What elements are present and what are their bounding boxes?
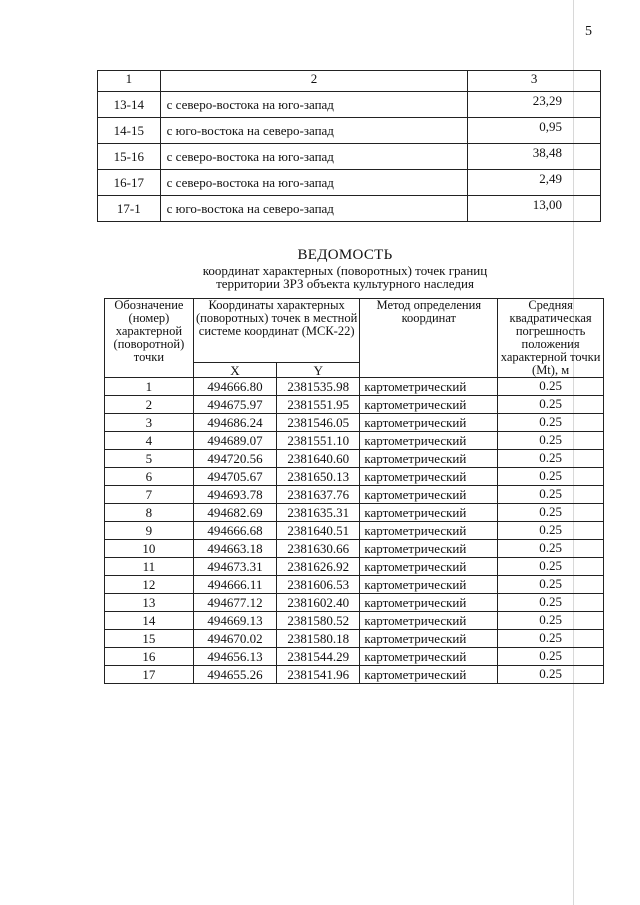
point-error: 0.25 <box>498 468 604 486</box>
coordinate-row <box>105 558 604 576</box>
header-error: Средняя квадратическая погрешность положения характерной точки (Mt), м <box>498 299 604 378</box>
point-x: 494720.56 <box>193 450 276 468</box>
point-error: 0.25 <box>498 450 604 468</box>
point-y: 2381602.40 <box>277 594 360 612</box>
coordinate-row <box>105 648 604 666</box>
point-error: 0.25 <box>498 630 604 648</box>
point-number: 5 <box>105 450 194 468</box>
segments-table <box>97 70 601 222</box>
point-y: 2381551.95 <box>277 396 360 414</box>
point-method: картометрический <box>360 504 498 522</box>
segment-id: 14-15 <box>98 118 161 144</box>
coordinate-row <box>105 576 604 594</box>
coordinate-row <box>105 504 604 522</box>
segment-direction: с северо-востока на юго-запад <box>160 92 468 118</box>
point-number: 7 <box>105 486 194 504</box>
segment-direction: с северо-востока на юго-запад <box>160 170 468 196</box>
point-method: картометрический <box>360 450 498 468</box>
point-x: 494656.13 <box>193 648 276 666</box>
coordinate-row <box>105 522 604 540</box>
point-x: 494666.11 <box>193 576 276 594</box>
segment-direction: с юго-востока на северо-запад <box>160 196 468 222</box>
segment-row <box>98 170 601 196</box>
point-y: 2381626.92 <box>277 558 360 576</box>
segments-header-row <box>98 71 601 92</box>
segment-length: 2,49 <box>468 170 601 196</box>
point-method: картометрический <box>360 612 498 630</box>
document-subtitle-line1: координат характерных (поворотных) точек границ <box>202 263 488 278</box>
point-number: 4 <box>105 432 194 450</box>
header-point-number: Обозначение (номер) характерной (поворотной) точки <box>105 299 194 378</box>
point-x: 494686.24 <box>193 414 276 432</box>
point-error: 0.25 <box>498 612 604 630</box>
point-error: 0.25 <box>498 648 604 666</box>
segment-id: 15-16 <box>98 144 161 170</box>
segment-row <box>98 196 601 222</box>
point-y: 2381544.29 <box>277 648 360 666</box>
point-number: 2 <box>105 396 194 414</box>
point-y: 2381535.98 <box>277 378 360 396</box>
point-method: картометрический <box>360 396 498 414</box>
point-number: 16 <box>105 648 194 666</box>
coordinate-row <box>105 486 604 504</box>
segment-row <box>98 92 601 118</box>
point-method: картометрический <box>360 594 498 612</box>
point-x: 494663.18 <box>193 540 276 558</box>
point-number: 14 <box>105 612 194 630</box>
segment-length: 13,00 <box>468 196 601 222</box>
point-error: 0.25 <box>498 576 604 594</box>
point-x: 494669.13 <box>193 612 276 630</box>
point-y: 2381580.18 <box>277 630 360 648</box>
coordinates-table <box>104 298 604 684</box>
coordinate-row <box>105 468 604 486</box>
point-x: 494655.26 <box>193 666 276 684</box>
point-number: 1 <box>105 378 194 396</box>
document-subtitle-line2: территории ЗРЗ объекта культурного наследия <box>216 276 474 291</box>
point-error: 0.25 <box>498 522 604 540</box>
coordinate-row <box>105 666 604 684</box>
segment-direction: с юго-востока на северо-запад <box>160 118 468 144</box>
point-number: 15 <box>105 630 194 648</box>
point-error: 0.25 <box>498 666 604 684</box>
point-error: 0.25 <box>498 558 604 576</box>
segment-row <box>98 144 601 170</box>
point-x: 494666.68 <box>193 522 276 540</box>
document-title: ВЕДОМОСТЬ <box>297 247 393 263</box>
point-y: 2381551.10 <box>277 432 360 450</box>
coordinate-row <box>105 378 604 396</box>
segment-id: 16-17 <box>98 170 161 196</box>
coordinate-row <box>105 450 604 468</box>
point-x: 494675.97 <box>193 396 276 414</box>
point-y: 2381580.52 <box>277 612 360 630</box>
point-number: 10 <box>105 540 194 558</box>
point-error: 0.25 <box>498 378 604 396</box>
segment-length: 0,95 <box>468 118 601 144</box>
point-y: 2381635.31 <box>277 504 360 522</box>
point-method: картометрический <box>360 522 498 540</box>
segments-header-col1: 1 <box>98 71 161 92</box>
point-x: 494677.12 <box>193 594 276 612</box>
point-method: картометрический <box>360 378 498 396</box>
point-error: 0.25 <box>498 432 604 450</box>
point-y: 2381546.05 <box>277 414 360 432</box>
point-number: 13 <box>105 594 194 612</box>
point-error: 0.25 <box>498 486 604 504</box>
point-number: 9 <box>105 522 194 540</box>
coordinate-row <box>105 630 604 648</box>
header-method: Метод определения координат <box>360 299 498 378</box>
point-error: 0.25 <box>498 504 604 522</box>
point-method: картометрический <box>360 540 498 558</box>
segment-row <box>98 118 601 144</box>
point-method: картометрический <box>360 486 498 504</box>
point-method: картометрический <box>360 576 498 594</box>
segments-header-col2: 2 <box>160 71 468 92</box>
segment-direction: с северо-востока на юго-запад <box>160 144 468 170</box>
point-y: 2381640.51 <box>277 522 360 540</box>
point-method: картометрический <box>360 432 498 450</box>
point-error: 0.25 <box>498 414 604 432</box>
point-x: 494666.80 <box>193 378 276 396</box>
point-y: 2381637.76 <box>277 486 360 504</box>
point-number: 11 <box>105 558 194 576</box>
coordinate-row <box>105 540 604 558</box>
coordinate-row <box>105 612 604 630</box>
point-method: картометрический <box>360 666 498 684</box>
segment-length: 38,48 <box>468 144 601 170</box>
point-x: 494673.31 <box>193 558 276 576</box>
point-method: картометрический <box>360 414 498 432</box>
header-coordinates: Координаты характерных (поворотных) точек в местной системе координат (МСК-22) <box>193 299 360 363</box>
point-method: картометрический <box>360 468 498 486</box>
point-method: картометрический <box>360 648 498 666</box>
point-y: 2381606.53 <box>277 576 360 594</box>
point-number: 6 <box>105 468 194 486</box>
coordinate-row <box>105 594 604 612</box>
segment-id: 13-14 <box>98 92 161 118</box>
point-number: 8 <box>105 504 194 522</box>
point-number: 17 <box>105 666 194 684</box>
point-x: 494693.78 <box>193 486 276 504</box>
point-x: 494705.67 <box>193 468 276 486</box>
point-method: картометрический <box>360 558 498 576</box>
segment-id: 17-1 <box>98 196 161 222</box>
point-y: 2381630.66 <box>277 540 360 558</box>
point-x: 494689.07 <box>193 432 276 450</box>
point-number: 3 <box>105 414 194 432</box>
coordinate-row <box>105 396 604 414</box>
point-y: 2381650.13 <box>277 468 360 486</box>
header-x: X <box>193 363 276 378</box>
segment-length: 23,29 <box>468 92 601 118</box>
point-number: 12 <box>105 576 194 594</box>
point-error: 0.25 <box>498 594 604 612</box>
segments-header-col3: 3 <box>468 71 601 92</box>
point-x: 494670.02 <box>193 630 276 648</box>
point-method: картометрический <box>360 630 498 648</box>
point-y: 2381640.60 <box>277 450 360 468</box>
coordinate-row <box>105 414 604 432</box>
page-number: 5 <box>585 24 592 39</box>
coordinate-row <box>105 432 604 450</box>
point-error: 0.25 <box>498 540 604 558</box>
point-x: 494682.69 <box>193 504 276 522</box>
point-y: 2381541.96 <box>277 666 360 684</box>
coordinates-header-row <box>105 299 604 363</box>
point-error: 0.25 <box>498 396 604 414</box>
header-y: Y <box>277 363 360 378</box>
